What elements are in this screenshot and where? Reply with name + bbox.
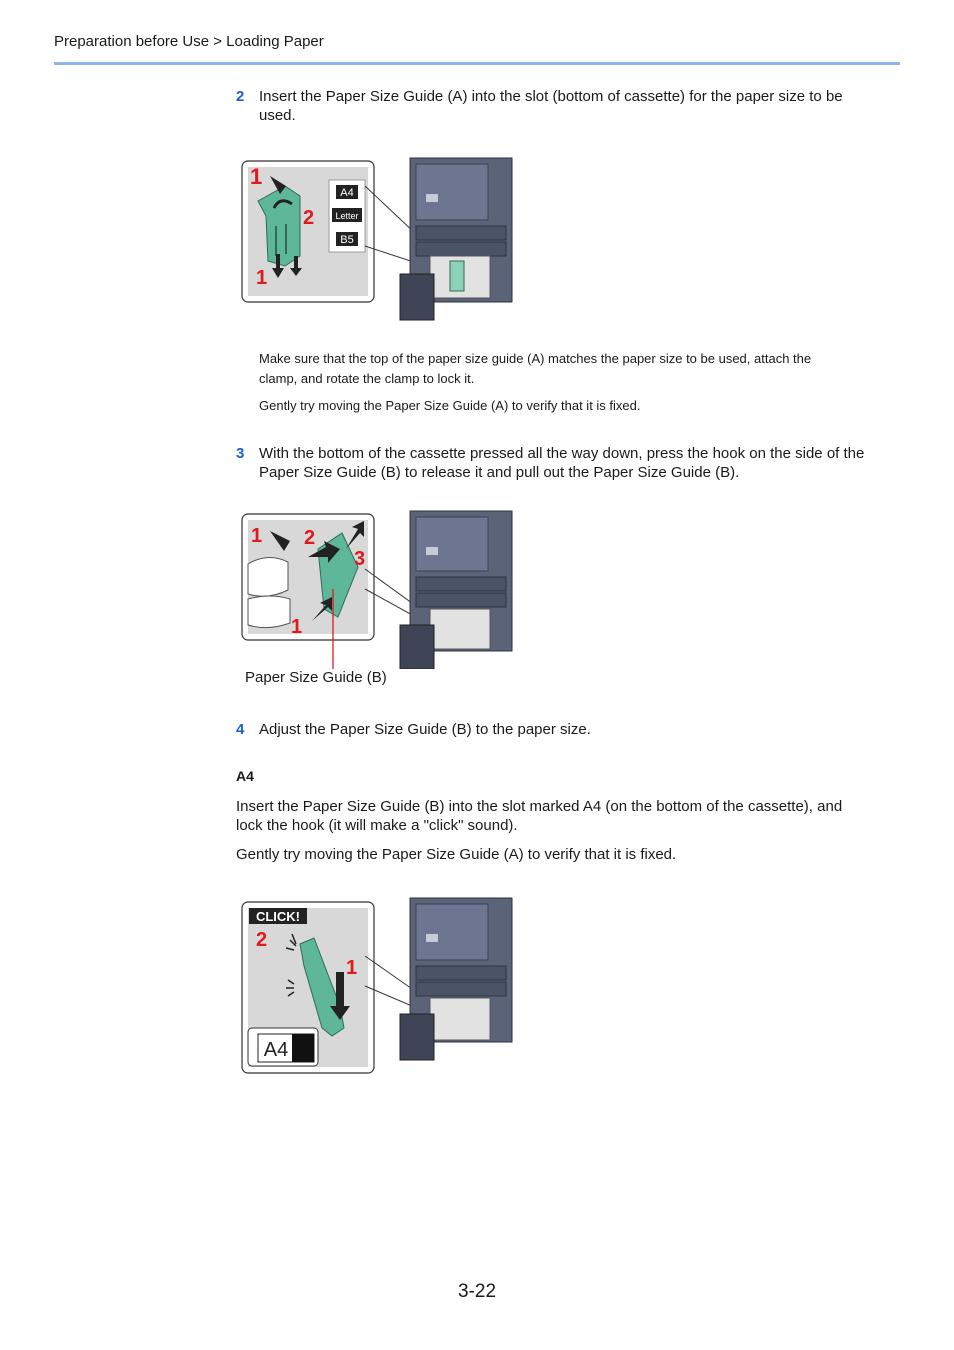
size-label-b5: B5 xyxy=(340,234,354,246)
a4-paragraph-1-line1: Insert the Paper Size Guide (B) into the slot marked A4 (on the bottom of the cassette), and xyxy=(236,798,843,815)
step-3-text-line2: Paper Size Guide (B) to release it and pull out the Paper Size Guide (B). xyxy=(259,464,740,481)
step-2-text xyxy=(259,87,843,125)
size-label-a4: A4 xyxy=(340,187,354,199)
printer-icon xyxy=(400,511,512,669)
header-divider xyxy=(54,62,900,65)
hand-icon-2 xyxy=(248,596,290,628)
figure-step2 xyxy=(240,156,515,322)
callout-2: 2 xyxy=(304,527,316,549)
callout-2: 2 xyxy=(256,929,268,951)
a4-paragraph-2: Gently try moving the Paper Size Guide (A) to verify that it is fixed. xyxy=(236,846,677,863)
step-2-note-1-line2: clamp, and rotate the clamp to lock it. xyxy=(259,371,475,386)
step-2-text-line1: Insert the Paper Size Guide (A) into the slot (bottom of cassette) for the paper size to be xyxy=(259,88,843,105)
callout-1a: 1 xyxy=(250,164,263,189)
figure-a4 xyxy=(240,896,515,1076)
step-3-text-line1: With the bottom of the cassette pressed all the way down, press the hook on the side of the xyxy=(259,445,865,462)
page-number: 3-22 xyxy=(458,1281,497,1302)
figure-step3 xyxy=(240,509,515,669)
a4-slot-fill xyxy=(292,1034,314,1062)
step-3-text xyxy=(259,444,864,482)
step-2-note-1-line1: Make sure that the top of the paper size guide (A) matches the paper size to be used, attach the xyxy=(259,351,812,366)
step-2-note-1 xyxy=(259,349,811,389)
callout-3: 3 xyxy=(354,548,366,570)
step-4-text: Adjust the Paper Size Guide (B) to the paper size. xyxy=(259,721,591,738)
click-label: CLICK! xyxy=(255,909,301,924)
step-number-3: 3 xyxy=(236,445,245,462)
printer-icon xyxy=(400,158,512,320)
hand-icon xyxy=(248,557,288,596)
step-number-4: 4 xyxy=(236,721,245,738)
callout-1a: 1 xyxy=(251,525,263,547)
callout-2: 2 xyxy=(303,207,315,229)
a4-slot-label: A4 xyxy=(263,1039,289,1061)
step-number-2: 2 xyxy=(236,88,245,105)
figure-caption-paper-size-guide-b: Paper Size Guide (B) xyxy=(245,669,387,686)
breadcrumb: Preparation before Use > Loading Paper xyxy=(54,33,324,50)
callout-1b: 1 xyxy=(256,267,268,289)
size-label-letter: Letter xyxy=(335,211,359,221)
section-heading-a4: A4 xyxy=(236,768,254,784)
callout-1: 1 xyxy=(346,957,358,979)
step-2-note-2: Gently try moving the Paper Size Guide (A) to verify that it is fixed. xyxy=(259,398,641,413)
a4-paragraph-1-line2: lock the hook (it will make a "click" sound). xyxy=(236,817,518,834)
callout-1b: 1 xyxy=(291,616,303,638)
step-2-text-line2: used. xyxy=(259,107,296,124)
printer-icon xyxy=(400,898,512,1060)
a4-paragraph-1 xyxy=(236,797,842,835)
